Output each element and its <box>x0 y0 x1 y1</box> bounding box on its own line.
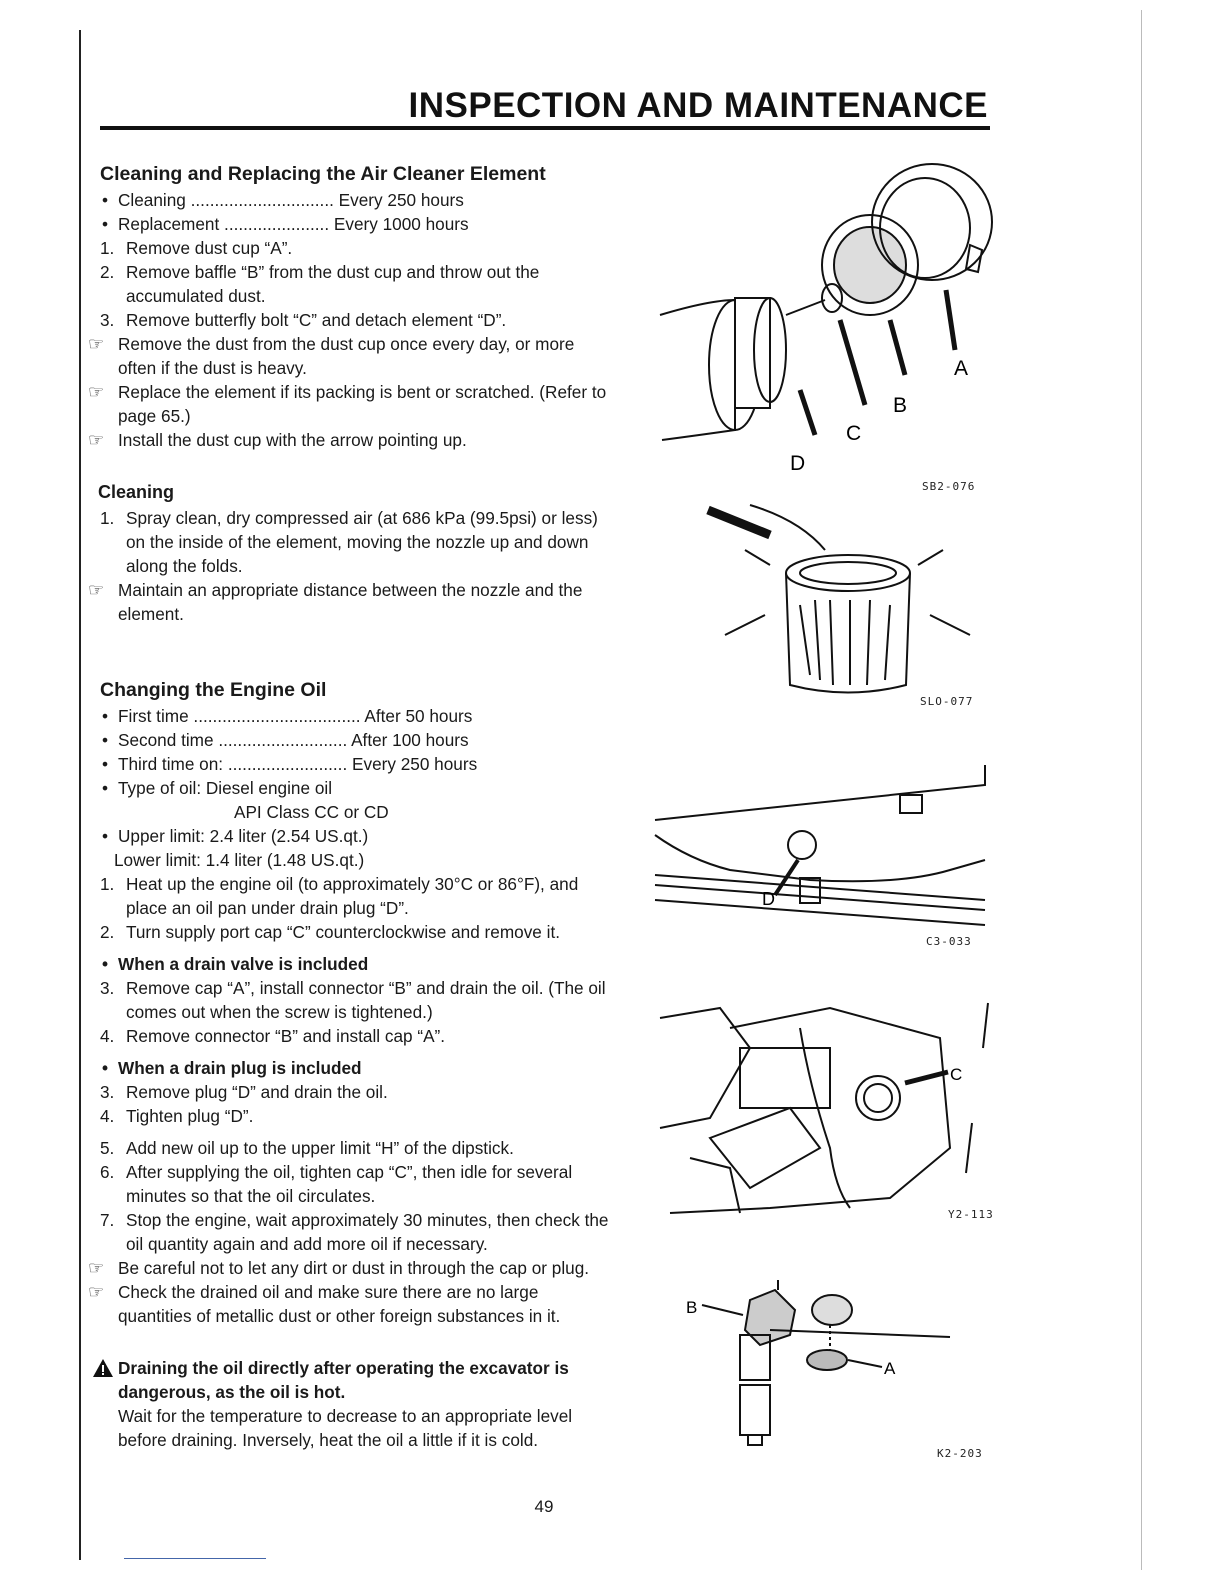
note-item: ☞ Replace the element if its packing is bent or scratched. (Refer to page 65.) <box>88 382 607 426</box>
subheading-drain-valve: • When a drain valve is included <box>88 952 616 976</box>
right-margin-rule <box>1141 10 1142 1570</box>
warning-body: Wait for the temperature to decrease to an appropriate level before draining. Inversely, heat the oil a little if it is cold. <box>118 1406 573 1450</box>
step-item: 4. Tighten plug “D”. <box>100 1106 254 1126</box>
figure-oil-pan-drain-plug <box>650 760 995 950</box>
schedule-item: • Cleaning .............................. Every 250 hours <box>88 188 616 212</box>
schedule-item: • Replacement ...................... Every 1000 hours <box>88 212 616 236</box>
page-number: 49 <box>534 1497 554 1516</box>
label-c: C <box>950 1065 963 1084</box>
section-heading-engine-oil: Changing the Engine Oil <box>100 679 327 701</box>
schedule-item: • Third time on: ......................... Every 250 hours <box>88 752 616 776</box>
note-item: ☞ Be careful not to let any dirt or dust in through the cap or plug. <box>88 1258 590 1278</box>
pointing-hand-icon: ☞ <box>88 334 105 354</box>
step-item: 4. Remove connector “B” and install cap “A”. <box>100 1026 446 1046</box>
step-item: 1. Spray clean, dry compressed air (at 686 kPa (99.5psi) or less) on the inside of the element, moving the nozzle up and down along the folds. <box>100 508 598 576</box>
note-item: ☞ Remove the dust from the dust cup once every day, or more often if the dust is heavy. <box>88 334 575 378</box>
step-item: 2. Turn supply port cap “C” counterclockwise and remove it. <box>100 922 561 942</box>
oil-type: • Type of oil: Diesel engine oil <box>88 776 616 800</box>
label-d: D <box>790 452 806 470</box>
step-item: 2. Remove baffle “B” from the dust cup and throw out the accumulated dust. <box>100 262 540 306</box>
step-item: 1. Remove dust cup “A”. <box>100 238 293 258</box>
label-b: B <box>686 1298 698 1317</box>
step-item: 3. Remove plug “D” and drain the oil. <box>100 1082 388 1102</box>
page-title: INSPECTION AND MAINTENANCE <box>408 86 988 125</box>
warning-triangle-icon <box>92 1358 114 1384</box>
oil-upper-limit: • Upper limit: 2.4 liter (2.54 US.qt.) <box>88 824 616 848</box>
figure-code: SLO-077 <box>920 695 974 708</box>
left-margin-rule <box>79 30 81 1560</box>
section-heading-cleaning: Cleaning <box>98 482 175 502</box>
figure-engine-supply-cap <box>650 998 995 1223</box>
figure-air-nozzle-cleaning <box>650 495 995 710</box>
figure-code: K2-203 <box>937 1447 983 1460</box>
footer-rule <box>124 1558 266 1559</box>
step-item: 1. Heat up the engine oil (to approximately 30°C or 86°F), and place an oil pan under drain plug “D”. <box>100 874 579 918</box>
step-item: 3. Remove butterfly bolt “C” and detach element “D”. <box>100 310 507 330</box>
schedule-item: • Second time ........................... After 100 hours <box>88 728 616 752</box>
title-underline <box>100 126 990 130</box>
note-item: ☞ Maintain an appropriate distance between the nozzle and the element. <box>88 580 583 624</box>
step-item: 7. Stop the engine, wait approximately 30 minutes, then check the oil quantity again and add more oil if necessary. <box>100 1210 609 1254</box>
label-b: B <box>893 394 908 417</box>
label-a: A <box>884 1359 896 1378</box>
pointing-hand-icon: ☞ <box>88 382 105 402</box>
subheading-drain-plug: • When a drain plug is included <box>88 1056 616 1080</box>
oil-lower-limit: Lower limit: 1.4 liter (1.48 US.qt.) <box>114 850 365 870</box>
text-column <box>88 162 616 1452</box>
figure-air-cleaner <box>650 150 995 495</box>
label-d: D <box>762 889 775 909</box>
pointing-hand-icon: ☞ <box>88 580 105 600</box>
figure-drain-valve-connector <box>650 1275 995 1465</box>
warning-heading: Draining the oil directly after operating the excavator is dangerous, as the oil is hot. <box>88 1356 616 1404</box>
note-item: ☞ Install the dust cup with the arrow pointing up. <box>88 430 467 450</box>
label-c: C <box>846 422 862 445</box>
schedule-item: • First time ................................... After 50 hours <box>88 704 616 728</box>
figure-code: SB2-076 <box>922 480 976 493</box>
step-item: 3. Remove cap “A”, install connector “B” and drain the oil. (The oil comes out when the screw is tightened.) <box>100 978 606 1022</box>
step-item: 6. After supplying the oil, tighten cap “C”, then idle for several minutes so that the oil circulates. <box>100 1162 573 1206</box>
oil-class: API Class CC or CD <box>234 802 389 822</box>
note-item: ☞ Check the drained oil and make sure there are no large quantities of metallic dust or other foreign substances in it. <box>88 1282 561 1326</box>
pointing-hand-icon: ☞ <box>88 1258 105 1278</box>
step-item: 5. Add new oil up to the upper limit “H” of the dipstick. <box>100 1138 514 1158</box>
figure-code: C3-033 <box>926 935 972 948</box>
pointing-hand-icon: ☞ <box>88 1282 105 1302</box>
label-a: A <box>954 357 969 380</box>
pointing-hand-icon: ☞ <box>88 430 105 450</box>
section-heading-air-cleaner: Cleaning and Replacing the Air Cleaner Element <box>100 163 546 185</box>
figure-code: Y2-113 <box>948 1208 994 1221</box>
